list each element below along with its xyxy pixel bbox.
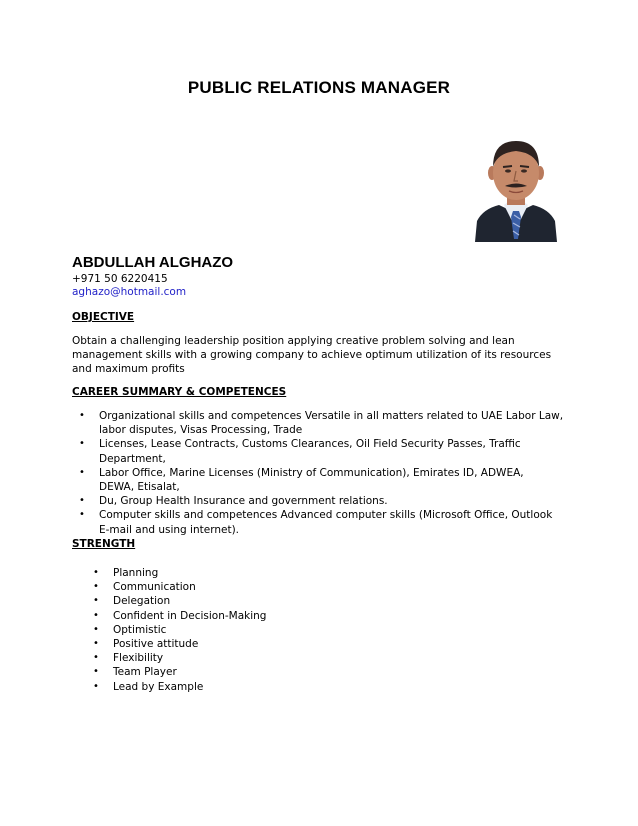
bullet-icon: • — [79, 466, 85, 478]
career-item — [79, 466, 563, 494]
page-title: PUBLIC RELATIONS MANAGER — [187, 78, 451, 97]
strength-label: Delegation — [113, 595, 171, 608]
bullet-icon: • — [79, 410, 85, 421]
objective-line: and maximum profits — [72, 363, 185, 375]
career-line: Department, — [99, 452, 166, 465]
objective-heading: OBJECTIVE — [72, 311, 135, 323]
candidate-name: ABDULLAH ALGHAZO — [72, 254, 234, 271]
strength-item — [93, 623, 266, 637]
objective-line: Obtain a challenging leadership position applying creative problem solving and lean — [72, 335, 515, 347]
email-link[interactable]: aghazo@hotmail.com — [72, 286, 187, 298]
career-line: Du, Group Health Insurance and government relations. — [99, 495, 388, 508]
strength-item — [93, 609, 267, 623]
bullet-icon: • — [79, 509, 85, 521]
phone-number: +971 50 6220415 — [72, 273, 168, 285]
career-line: labor disputes, Visas Processing, Trade — [99, 424, 303, 437]
bullet-icon: • — [93, 638, 99, 650]
career-line: Computer skills and competences Advanced computer skills (Microsoft Office, Outlook — [99, 509, 553, 522]
career-item — [79, 437, 563, 465]
portrait-image — [473, 133, 559, 242]
bullet-icon: • — [93, 567, 99, 578]
profile-photo — [473, 133, 559, 242]
career-item — [79, 409, 564, 437]
strength-list — [93, 566, 267, 694]
bullet-icon: • — [79, 495, 85, 507]
career-item — [79, 508, 563, 536]
career-item — [79, 494, 563, 508]
bullet-icon: • — [93, 666, 99, 678]
strength-item — [93, 594, 266, 608]
bullet-icon: • — [93, 623, 99, 635]
career-line: Licenses, Lease Contracts, Customs Clearances, Oil Field Security Passes, Traffic — [99, 438, 521, 451]
career-line: DEWA, Etisalat, — [99, 481, 180, 494]
bullet-icon: • — [93, 609, 99, 621]
career-list — [79, 409, 564, 537]
bullet-icon: • — [93, 652, 99, 664]
career-line: Labor Office, Marine Licenses (Ministry of Communication), Emirates ID, ADWEA, — [99, 466, 524, 479]
strength-label: Planning — [113, 567, 159, 579]
bullet-icon: • — [79, 438, 85, 450]
strength-item — [93, 566, 266, 580]
strength-label: Confident in Decision-Making — [113, 609, 267, 622]
career-line: Organizational skills and competences Versatile in all matters related to UAE Labor Law, — [99, 410, 564, 422]
career-heading: CAREER SUMMARY & COMPETENCES — [72, 386, 287, 398]
bullet-icon: • — [93, 581, 99, 593]
strength-label: Optimistic — [113, 623, 167, 636]
objective-line: management skills with a growing company to achieve optimum utilization of its resources — [72, 349, 552, 361]
strength-item — [93, 665, 266, 679]
strength-label: Lead by Example — [113, 680, 204, 693]
bullet-icon: • — [93, 595, 99, 607]
strength-item — [93, 651, 266, 665]
strength-item — [93, 580, 266, 594]
strength-label: Team Player — [113, 666, 177, 679]
strength-item — [93, 680, 266, 694]
objective-text — [72, 334, 572, 376]
bullet-icon: • — [93, 680, 99, 692]
strength-label: Positive attitude — [113, 638, 199, 651]
strength-item — [93, 637, 266, 651]
strength-heading: STRENGTH — [72, 538, 136, 550]
strength-label: Communication — [113, 581, 196, 594]
career-line: E-mail and using internet). — [99, 523, 239, 536]
strength-label: Flexibility — [113, 652, 164, 665]
